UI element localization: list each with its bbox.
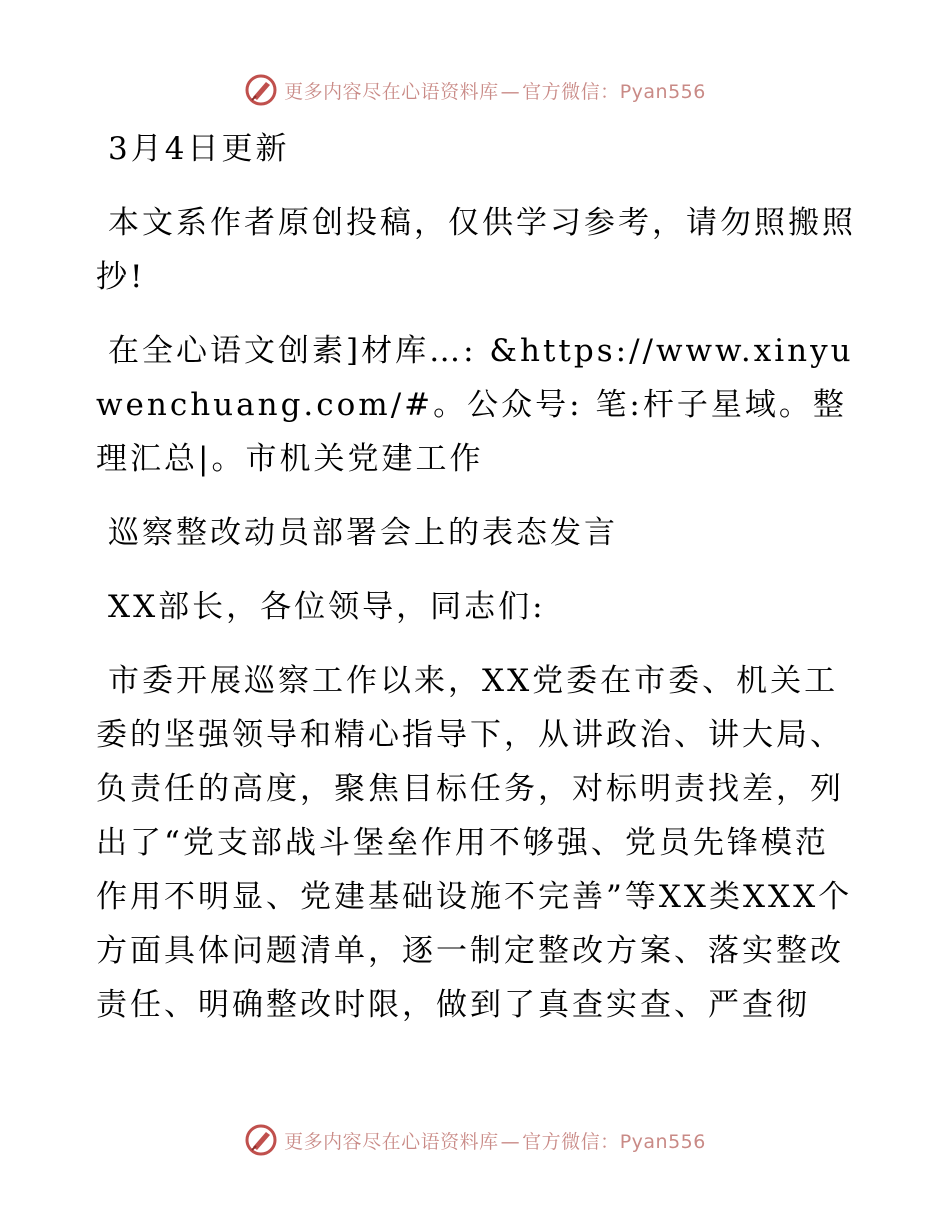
- document-title: 巡察整改动员部署会上的表态发言: [108, 515, 618, 551]
- watermark-wechat-label: 官方微信：: [522, 1130, 620, 1153]
- quill-seal-icon: [244, 73, 278, 107]
- watermark-wechat-id: Pyan556: [619, 1130, 706, 1153]
- watermark-separator: —: [500, 80, 521, 103]
- watermark-wechat-label: 官方微信：: [522, 80, 620, 103]
- copyright-notice: 本文系作者原创投稿，仅供学习参考，请勿照搬照抄!: [96, 205, 856, 295]
- document-body: [96, 122, 856, 1052]
- watermark-site-name: 更多内容尽在心语资料库: [284, 80, 499, 103]
- footer-watermark-banner: [0, 1120, 950, 1160]
- watermark-site-name: 更多内容尽在心语资料库: [284, 1130, 499, 1153]
- quill-seal-icon: [244, 1123, 278, 1157]
- update-date-line: 3月4日更新: [108, 131, 290, 167]
- watermark-text: [284, 1127, 706, 1154]
- header-watermark-banner: [0, 70, 950, 110]
- body-paragraph: 市委开展巡察工作以来，XX党委在市委、机关工委的坚强领导和精心指导下，从讲政治、讲大局、负责任的高度，聚焦目标任务，对标明责找差，列出了“党支部战斗堡垒作用不够强、党员先锋模范作用不明显、党建基础设施不完善”等XX类XXX个方面具体问题清单，逐一制定整改方案、落实整改责任、明确整改时限，做到了真查实查、严查彻: [96, 663, 853, 1023]
- salutation-line: XX部长，各位领导，同志们:: [108, 589, 546, 625]
- watermark-text: [284, 77, 706, 104]
- watermark-wechat-id: Pyan556: [619, 80, 706, 103]
- source-paragraph: 在全心语文创素]材库…: &https://www.xinyuwenchuang.com/#。公众号: 笔:杆子星域。整理汇总|。市机关党建工作: [96, 333, 854, 477]
- watermark-separator: —: [500, 1130, 521, 1153]
